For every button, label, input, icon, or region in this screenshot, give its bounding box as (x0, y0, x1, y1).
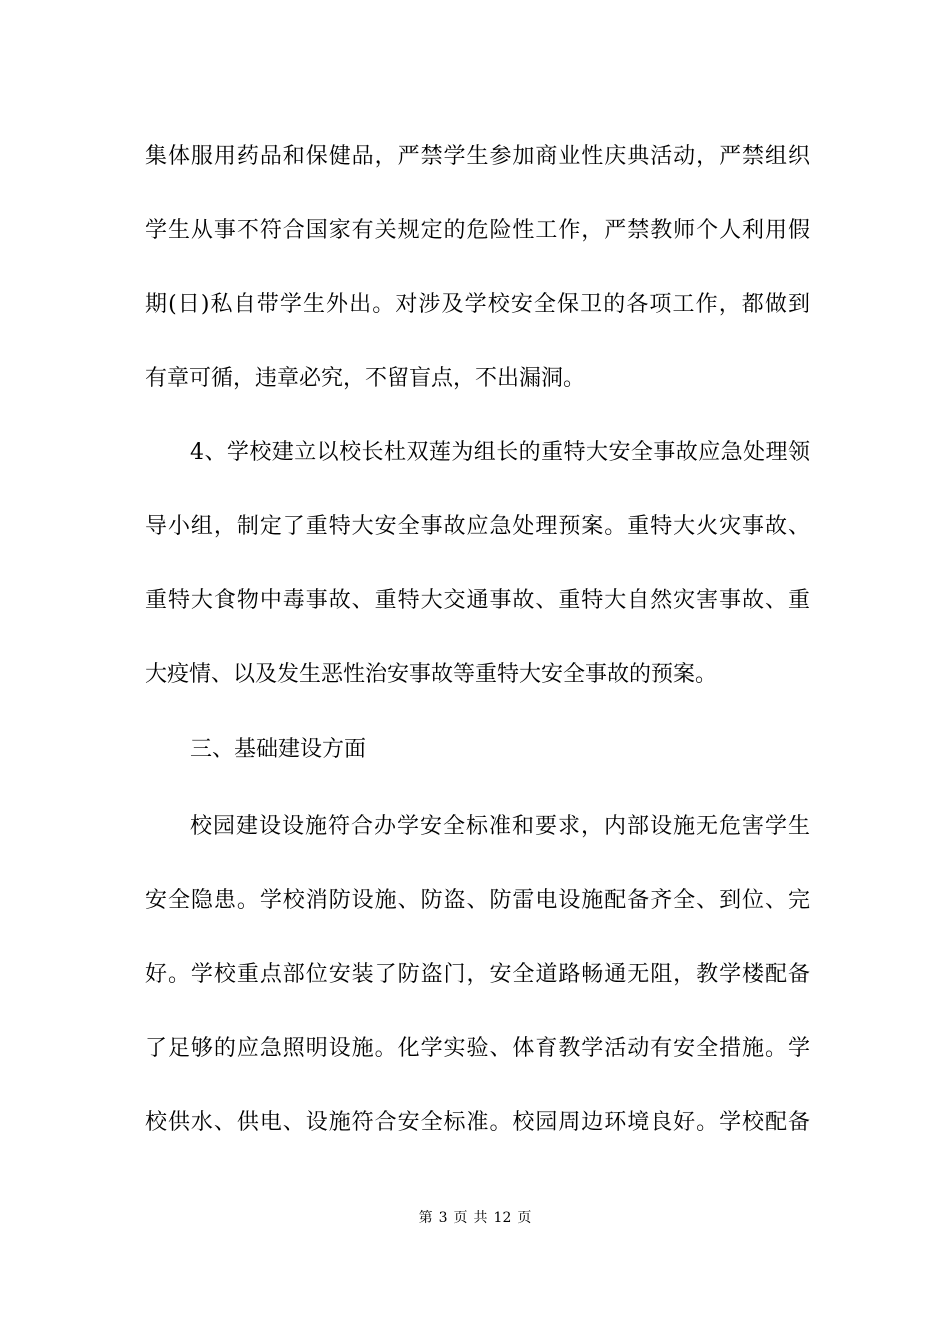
text-line: 学生从事不符合国家有关规定的危险性工作，严禁教师个人利用假 (145, 218, 810, 243)
text-line: 校供水、供电、设施符合安全标准。校园周边环境良好。学校配备 (145, 1110, 810, 1135)
footer-prefix: 第 (418, 1210, 433, 1226)
text-line: 集体服用药品和保健品，严禁学生参加商业性庆典活动，严禁组织 (145, 144, 810, 169)
total-page-count: 12 (493, 1210, 512, 1226)
text-line: 重特大食物中毒事故、重特大交通事故、重特大自然灾害事故、重 (145, 588, 810, 613)
text-line: 了足够的应急照明设施。化学实验、体育教学活动有安全措施。学 (145, 1036, 810, 1061)
text-line: 好。学校重点部位安装了防盗门，安全道路畅通无阻，教学楼配备 (145, 962, 810, 987)
section-heading: 三、基础建设方面 (190, 737, 367, 762)
text-line: 大疫情、以及发生恶性治安事故等重特大安全事故的预案。 (145, 662, 718, 687)
footer-suffix: 页 (517, 1210, 532, 1226)
page-footer (0, 1208, 950, 1228)
current-page-number: 3 (438, 1210, 448, 1226)
text-line: 校园建设设施符合办学安全标准和要求，内部设施无危害学生 (190, 814, 810, 839)
text-line: 安全隐患。学校消防设施、防盗、防雷电设施配备齐全、到位、完 (145, 888, 810, 913)
footer-total-word: 共 (473, 1210, 488, 1226)
text-line: 期(日)私自带学生外出。对涉及学校安全保卫的各项工作，都做到 (145, 292, 810, 317)
footer-page-word: 页 (453, 1210, 468, 1226)
text-line: 有章可循，违章必究，不留盲点，不出漏洞。 (145, 366, 586, 391)
text-line: 导小组，制定了重特大安全事故应急处理预案。重特大火灾事故、 (145, 514, 810, 539)
text-line: 4、学校建立以校长杜双莲为组长的重特大安全事故应急处理领 (190, 440, 810, 465)
